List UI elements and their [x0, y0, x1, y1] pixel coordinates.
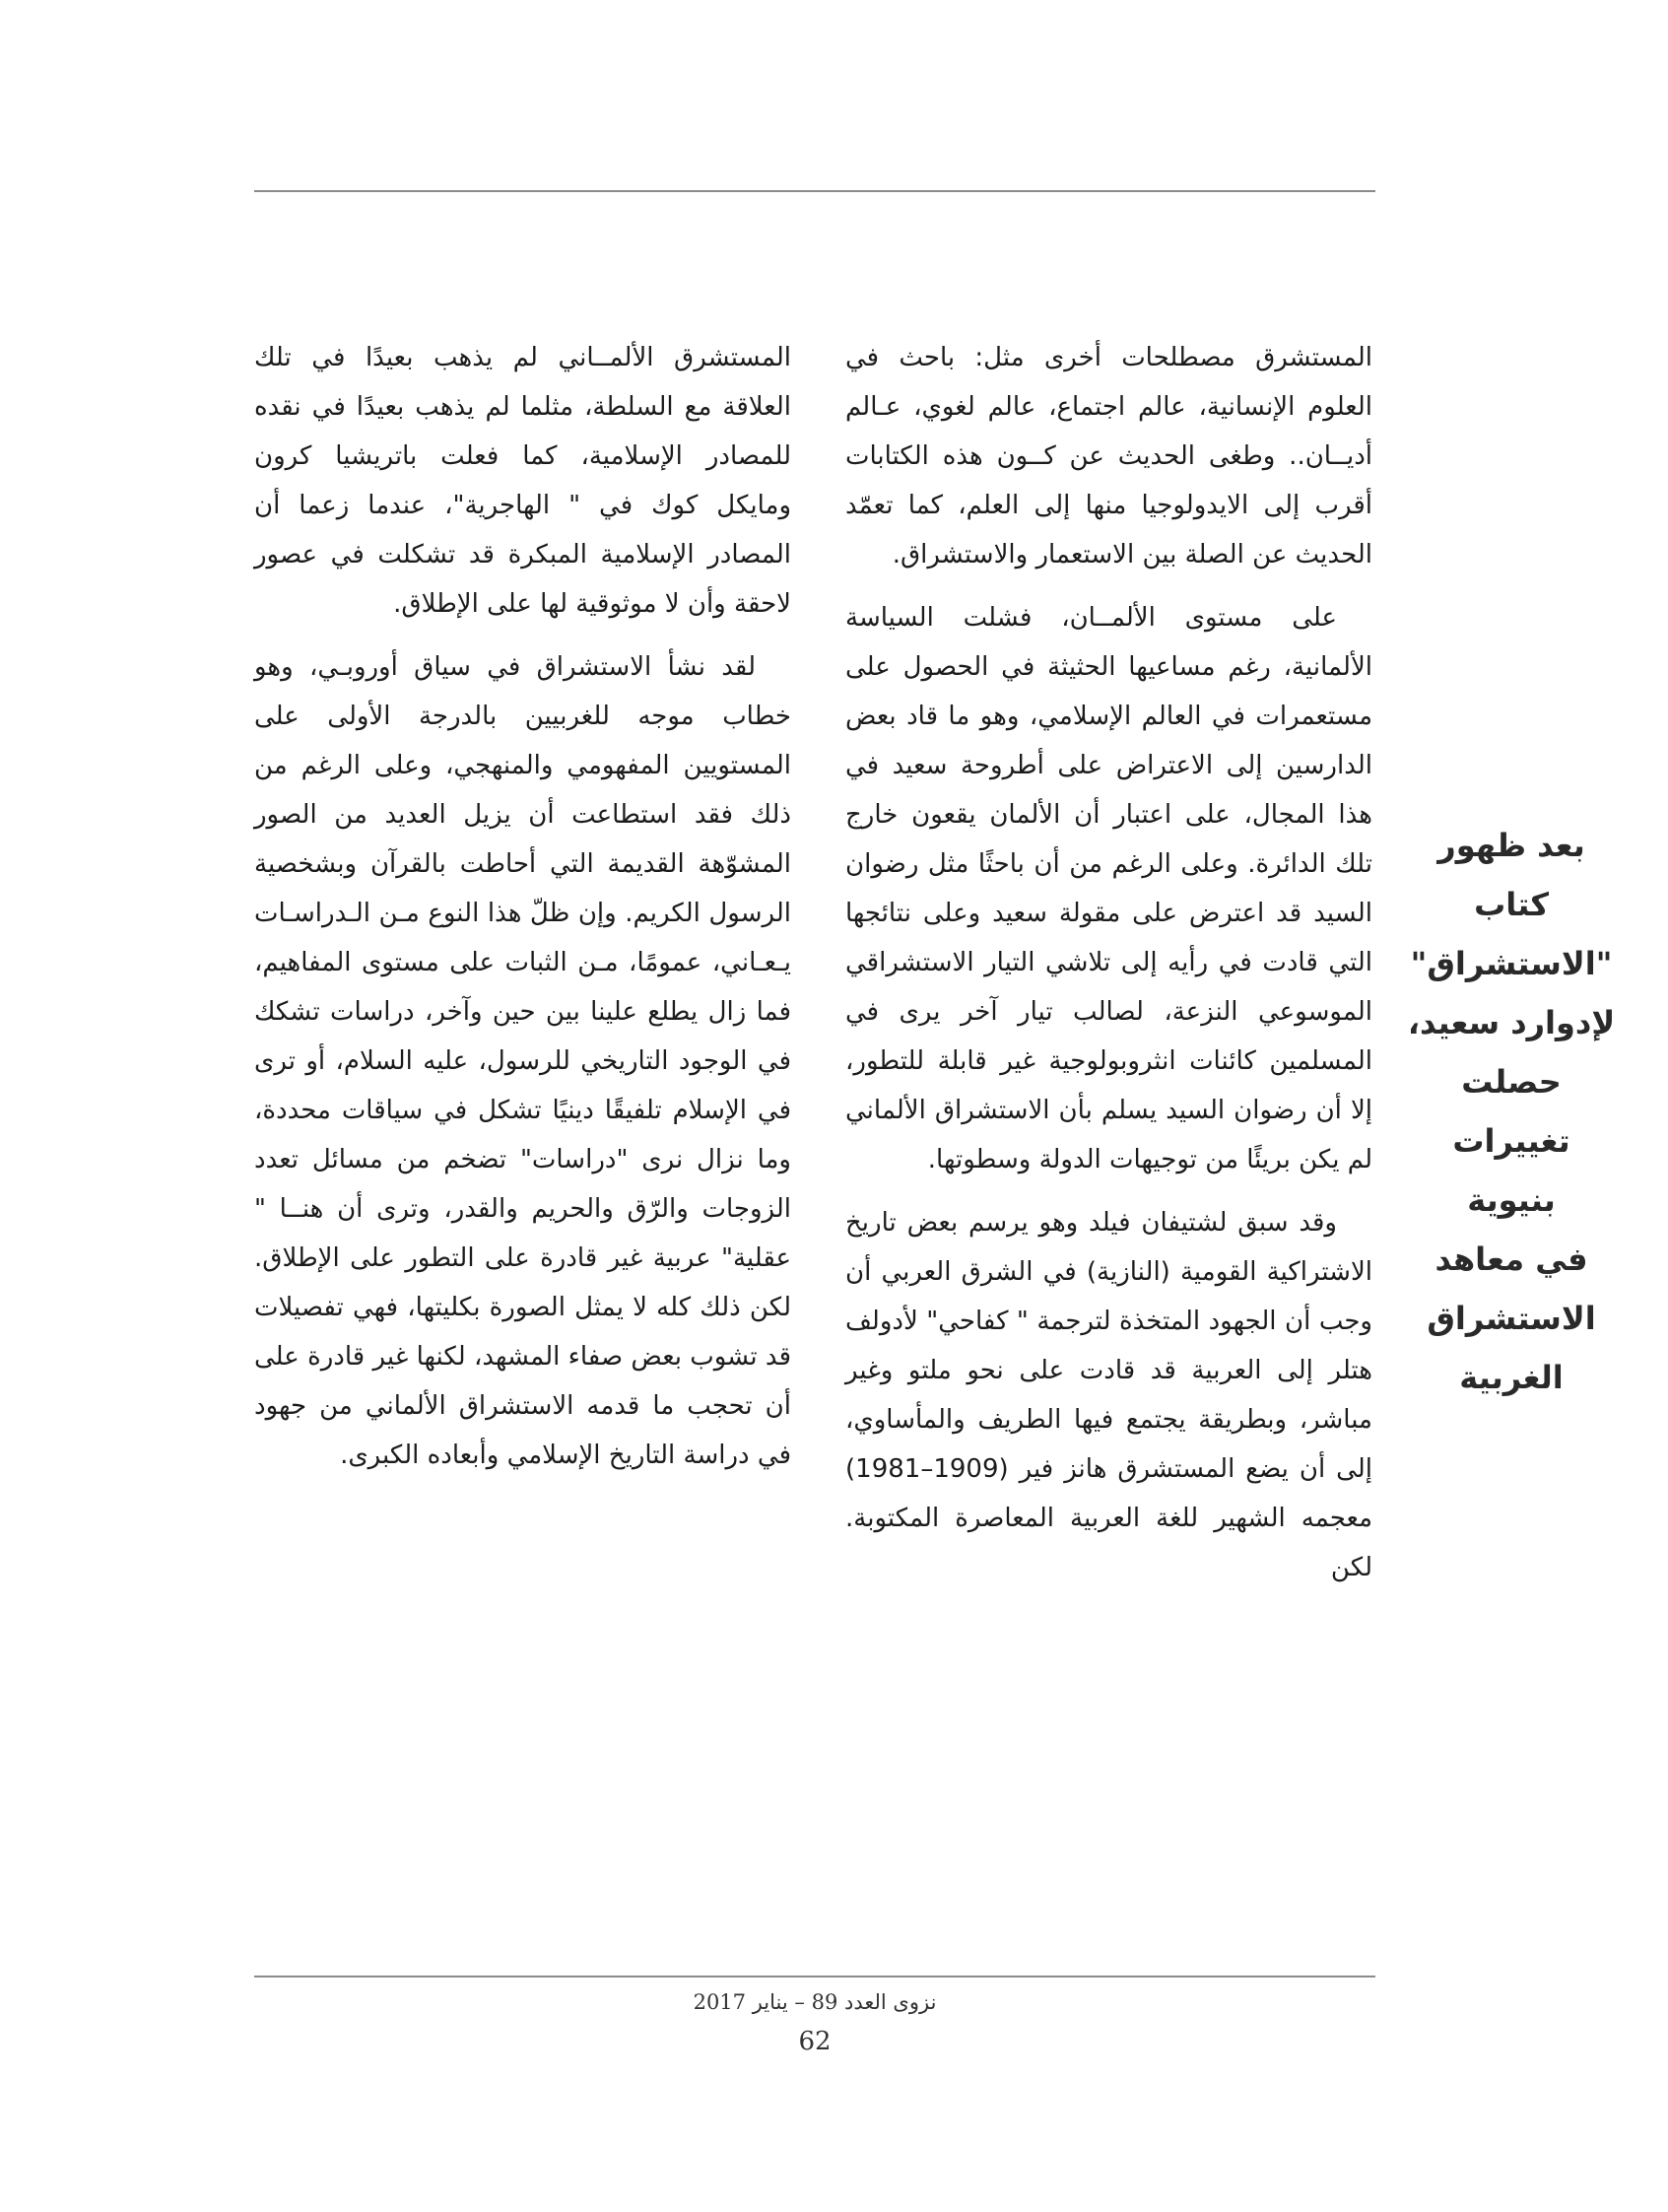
pull-quote-line: كتاب [1474, 886, 1549, 923]
footer-rule [254, 1976, 1375, 1977]
pull-quote-line: الاستشراق [1427, 1300, 1596, 1337]
pull-quote-line: بعد ظهور [1437, 827, 1585, 864]
paragraph: المستشرق الألمــاني لم يذهب بعيدًا في تلك العلاقة مع السلطة، مثلما لم يذهب بعيدًا في نقده للمصادر الإسلامية، كما فعلت باتريشيا كرون ومايكل كوك في " الهاجرية"، عندما زعما أن المصادر الإسلامية المبكرة قد تشكلت في عصور لاحقة وأن لا موثوقية لها على الإطلاق. [254, 343, 791, 619]
pull-quote-line: لإدوارد سعيد، [1407, 1004, 1616, 1041]
article-column-right [845, 333, 1372, 1606]
header-rule [254, 190, 1375, 192]
pull-quote-line: الغربية [1459, 1359, 1564, 1396]
article-column-left [254, 333, 791, 1494]
pull-quote-line: في معاهد [1434, 1240, 1588, 1278]
issue-info: نزوى العدد 89 – يناير 2017 [693, 1990, 937, 2014]
pull-quote [1399, 816, 1624, 1407]
paragraph: المستشرق مصطلحات أخرى مثل: باحث في العلوم الإنسانية، عالم اجتماع، عالم لغوي، عـالم أديــان.. وطغى الحديث عن كــون هذه الكتابات أقرب إلى الايدولوجيا منها إلى العلم، كما تعمّد الحديث عن الصلة بين الاستعمار والاستشراق. [845, 343, 1372, 570]
pull-quote-line: تغييرات [1452, 1122, 1570, 1160]
pull-quote-line: "الاستشراق" [1410, 945, 1613, 982]
page-number: 62 [798, 2027, 832, 2056]
paragraph: وقد سبق لشتيفان فيلد وهو يرسم بعض تاريخ الاشتراكية القومية (النازية) في الشرق العربي أن وجب أن الجهود المتخذة لترجمة " كفاحي" لأدولف هتلر إلى العربية قد قادت على نحو ملتو وغير مباشر، وبطريقة يجتمع فيها الطريف والمأساوي، إلى أن يضع المستشرق هانز فير (1909–1981) معجمه الشهير للغة العربية المعاصرة المكتوبة. لكن [845, 1208, 1372, 1582]
paragraph: لقد نشأ الاستشراق في سياق أوروبـي، وهو خطاب موجه للغربيين بالدرجة الأولى على المستويين المفهومي والمنهجي، وعلى الرغم من ذلك فقد استطاعت أن يزيل العديد من الصور المشوّهة القديمة التي أحاطت بالقرآن وبشخصية الرسول الكريم. وإن ظلّ هذا النوع مـن الـدراسـات يـعـاني، عمومًا، مـن الثبات على مستوى المفاهيم، فما زال يطلع علينا بين حين وآخر، دراسات تشكك في الوجود التاريخي للرسول، عليه السلام، أو ترى في الإسلام تلفيقًا دينيًا تشكل في سياقات محددة، وما نزال نرى "دراسات" تضخم من مسائل تعدد الزوجات والرّق والحريم والقدر، وترى أن هنــا " عقلية" عربية غير قادرة على التطور على الإطلاق. لكن ذلك كله لا يمثل الصورة بكليتها، فهي تفصيلات قد تشوب بعض صفاء المشهد، لكنها غير قادرة على أن تحجب ما قدمه الاستشراق الألماني من جهود في دراسة التاريخ الإسلامي وأبعاده الكبرى. [254, 652, 791, 1470]
pull-quote-line: حصلت [1461, 1063, 1562, 1101]
paragraph: على مستوى الألمــان، فشلت السياسة الألمانية، رغم مساعيها الحثيثة في الحصول على مستعمرات في العالم الإسلامي، وهو ما قاد بعض الدارسين إلى الاعتراض على أطروحة سعيد في هذا المجال، على اعتبار أن الألمان يقعون خارج تلك الدائرة. وعلى الرغم من أن باحثًا مثل رضوان السيد قد اعترض على مقولة سعيد وعلى نتائجها التي قادت في رأيه إلى تلاشي التيار الاستشراقي الموسوعي النزعة، لصالب تيار آخر يرى في المسلمين كائنات انثروبولوجية غير قابلة للتطور، إلا أن رضوان السيد يسلم بأن الاستشراق الألماني لم يكن بريئًا من توجيهات الدولة وسطوتها. [845, 603, 1372, 1174]
pull-quote-line: بنيوية [1467, 1181, 1556, 1219]
